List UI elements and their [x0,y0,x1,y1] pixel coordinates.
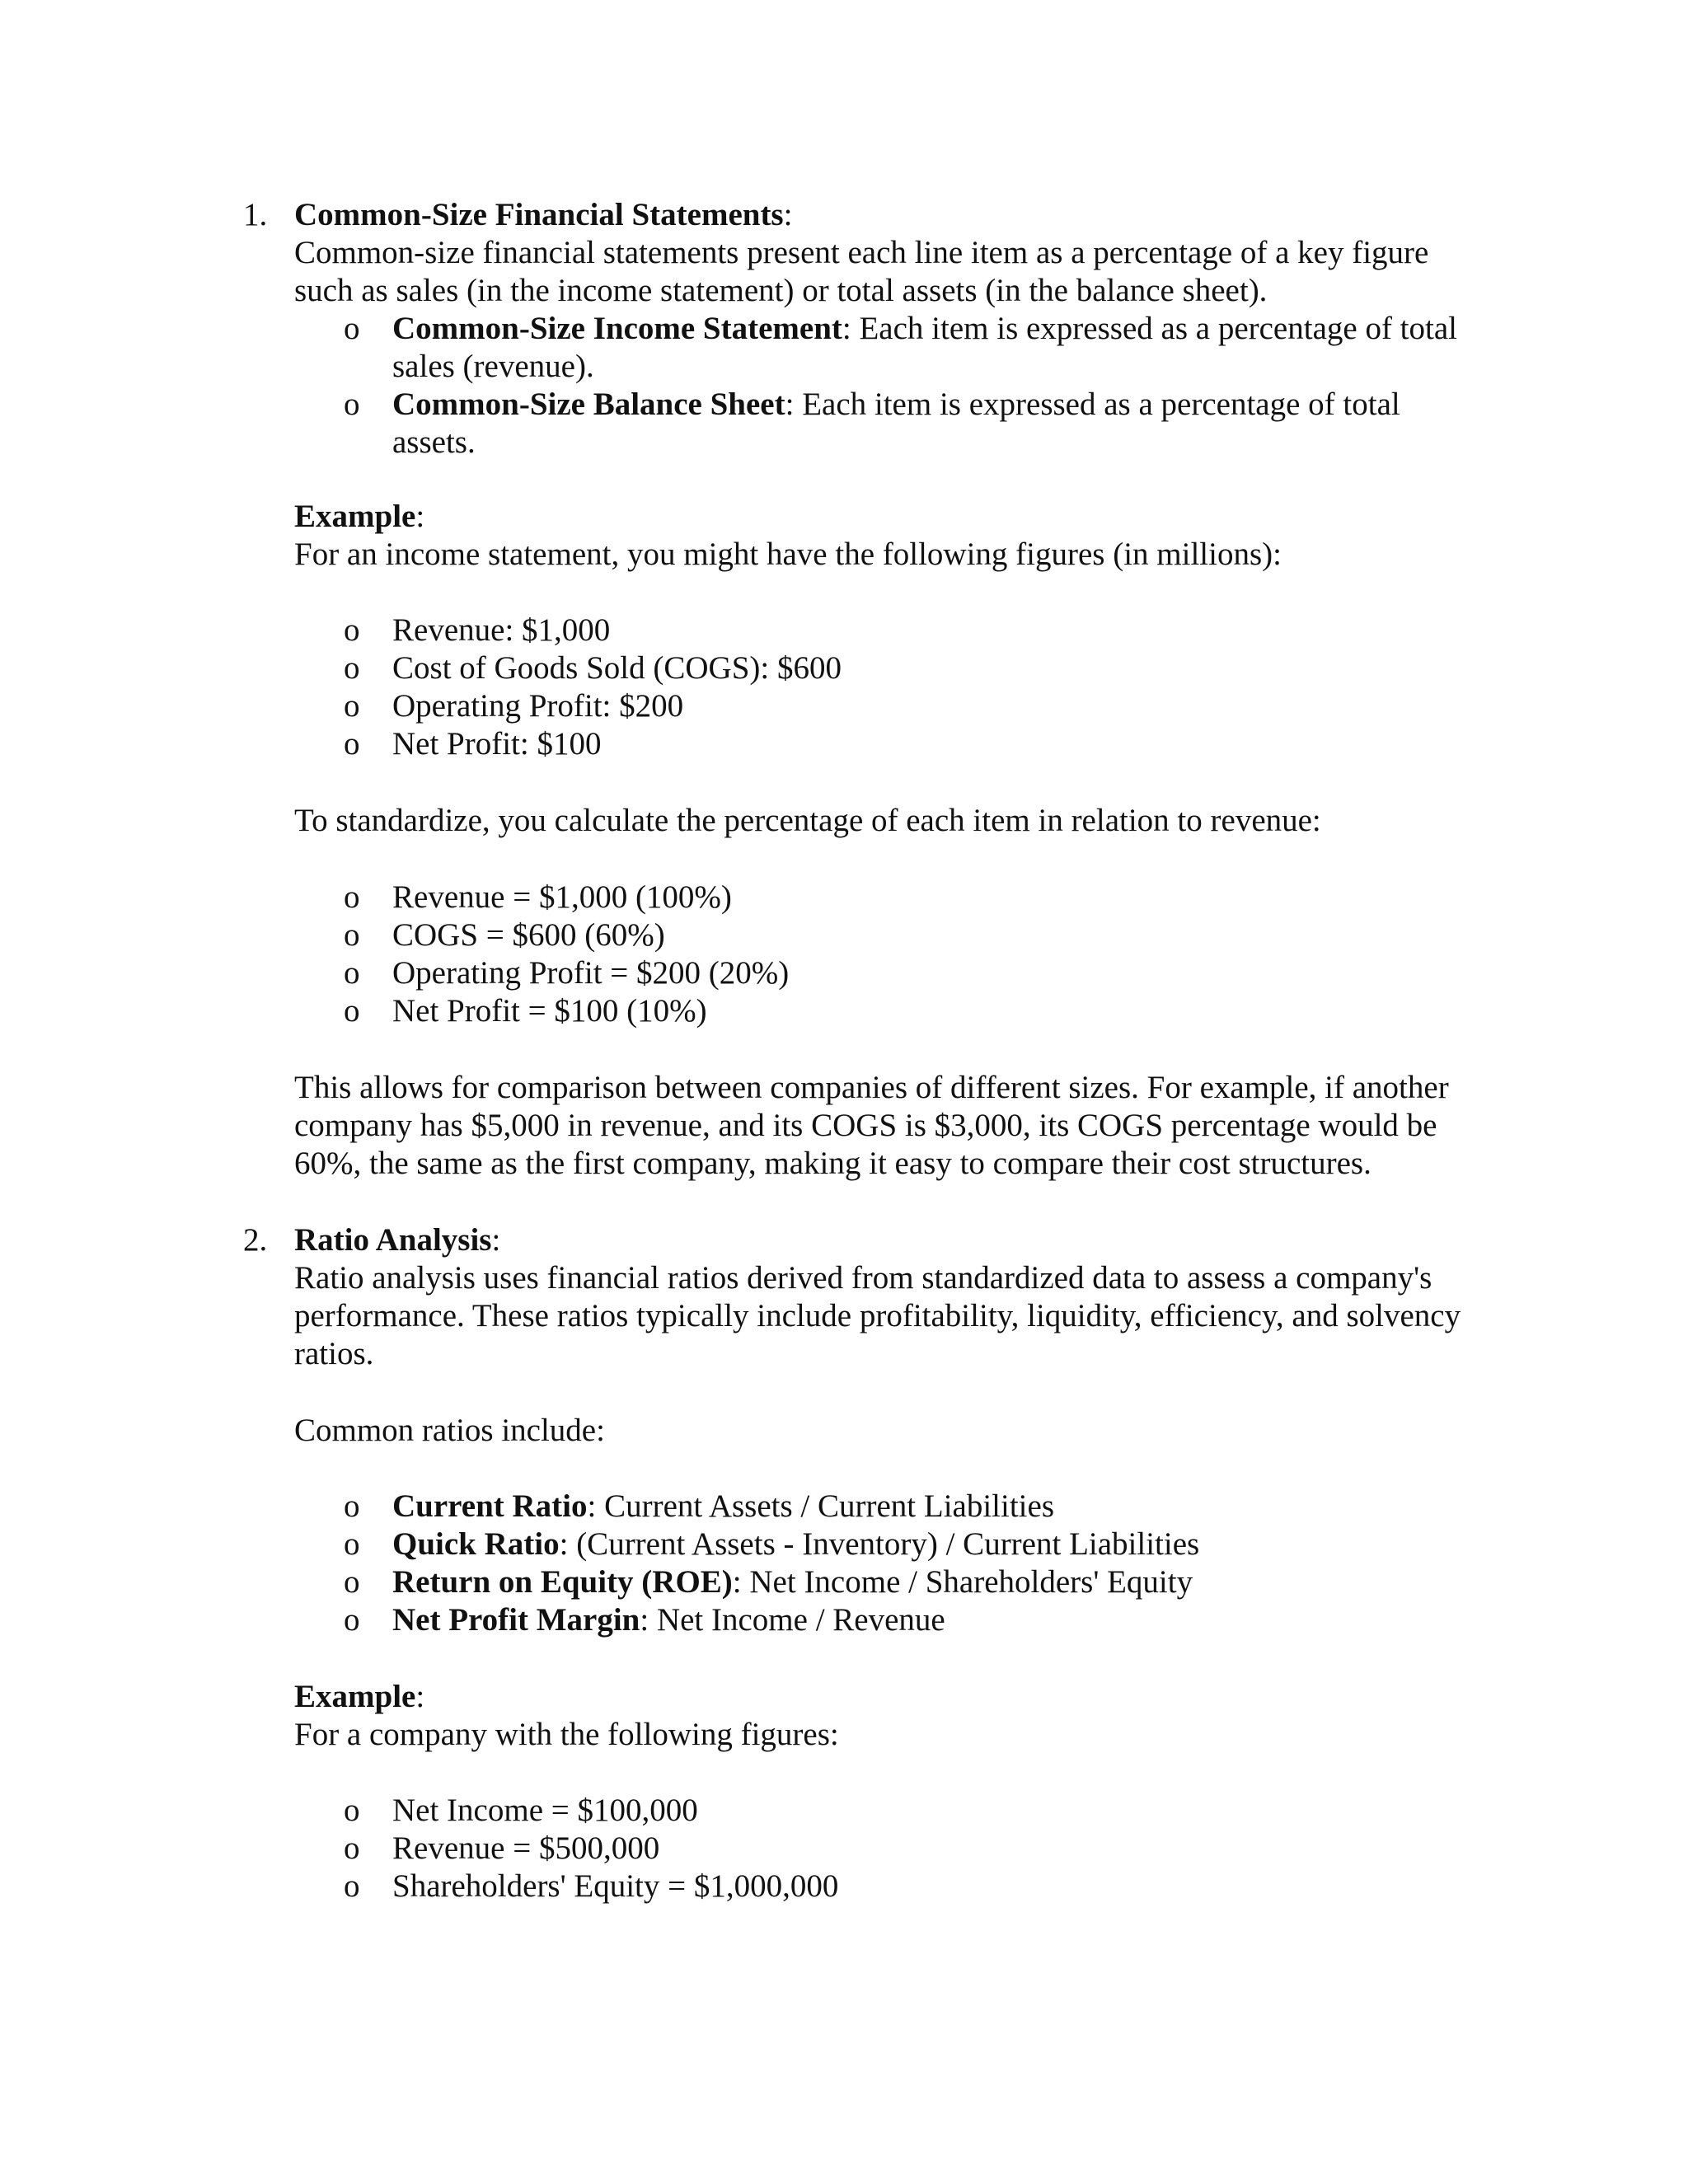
term: Net Profit Margin [392,1602,640,1638]
term: Return on Equity (ROE) [392,1564,733,1600]
list-item-quick-ratio [392,1526,1464,1563]
list-item: Revenue = $1,000 (100%) [392,879,732,915]
section-2-heading-colon: : [491,1222,501,1258]
list-item: Operating Profit = $200 (20%) [392,955,790,991]
example-colon: : [415,1679,425,1714]
example-label: Example [294,1679,416,1714]
list-item: Net Profit: $100 [392,726,602,762]
section-2-intro: Ratio analysis uses financial ratios derived from standardized data to assess a company's performance. These ratios typically include profitability, liquidity, efficiency, and solvency ratios. [294,1260,1461,1371]
bullet-marker: o [344,879,360,915]
example-intro: For a company with the following figures: [294,1717,839,1752]
term: Common-Size Income Statement [392,311,842,346]
definition: : Net Income / Shareholders' Equity [732,1564,1193,1600]
section-1-heading-line [294,196,1489,234]
bullet-marker: o [344,311,360,346]
standardize-paragraph: To standardize, you calculate the percentage of each item in relation to revenue: [294,803,1321,838]
list-item-net-profit-margin [392,1601,1464,1639]
bullet-marker: o [344,726,360,762]
list-item: Cost of Goods Sold (COGS): $600 [392,650,842,686]
bullet-marker: o [344,1793,360,1828]
example-heading-line [294,1678,1489,1716]
list-item-roe [392,1563,1464,1601]
section-2-heading-line [294,1221,1489,1259]
definition: : Net Income / Revenue [640,1602,945,1638]
bullet-marker: o [344,1830,360,1866]
definition: : (Current Assets - Inventory) / Current Liabilities [559,1526,1200,1562]
bullet-marker: o [344,993,360,1029]
definition: : Each item is expressed as a percentage of total sales (revenue). [392,311,1457,384]
bullet-marker: o [344,612,360,648]
section-2-heading: Ratio Analysis [294,1222,492,1258]
example-intro: For an income statement, you might have the following figures (in millions): [294,537,1282,572]
definition: : Each item is expressed as a percentage of total assets. [392,387,1400,460]
bullet-marker: o [344,917,360,953]
section-1-number: 1. [243,197,268,232]
section-1-heading: Common-Size Financial Statements [294,197,784,232]
example-colon: : [415,499,425,534]
term: Common-Size Balance Sheet [392,387,785,422]
bullet-marker: o [344,387,360,422]
section-2-number: 2. [243,1222,268,1258]
ratios-intro: Common ratios include: [294,1413,605,1448]
list-item-balance-sheet [392,386,1464,462]
bullet-marker: o [344,955,360,991]
list-item: Net Income = $100,000 [392,1793,698,1828]
list-item: Operating Profit: $200 [392,688,684,724]
bullet-marker: o [344,1602,360,1638]
term: Current Ratio [392,1488,588,1524]
list-item: Net Profit = $100 (10%) [392,993,707,1029]
example-heading-line [294,498,1489,536]
list-item-current-ratio [392,1488,1464,1526]
list-item: Revenue = $500,000 [392,1830,660,1866]
bullet-marker: o [344,650,360,686]
bullet-marker: o [344,1488,360,1524]
bullet-marker: o [344,1564,360,1600]
list-item: COGS = $600 (60%) [392,917,665,953]
bullet-marker: o [344,1526,360,1562]
bullet-marker: o [344,1868,360,1904]
conclusion-paragraph: This allows for comparison between companies of different sizes. For example, if another company has $5,000 in revenue, and its COGS is $3,000, its COGS percentage would be 60%, the same as the first company, making it easy to compare their cost structures. [294,1070,1449,1181]
list-item: Revenue: $1,000 [392,612,611,648]
term: Quick Ratio [392,1526,560,1562]
section-1-heading-colon: : [783,197,793,232]
list-item-income-statement [392,310,1464,386]
bullet-marker: o [344,688,360,724]
section-1-intro: Common-size financial statements present each line item as a percentage of a key figure such as sales (in the income statement) or total assets (in the balance sheet). [294,235,1429,308]
definition: : Current Assets / Current Liabilities [587,1488,1055,1524]
example-label: Example [294,499,416,534]
list-item: Shareholders' Equity = $1,000,000 [392,1868,839,1904]
